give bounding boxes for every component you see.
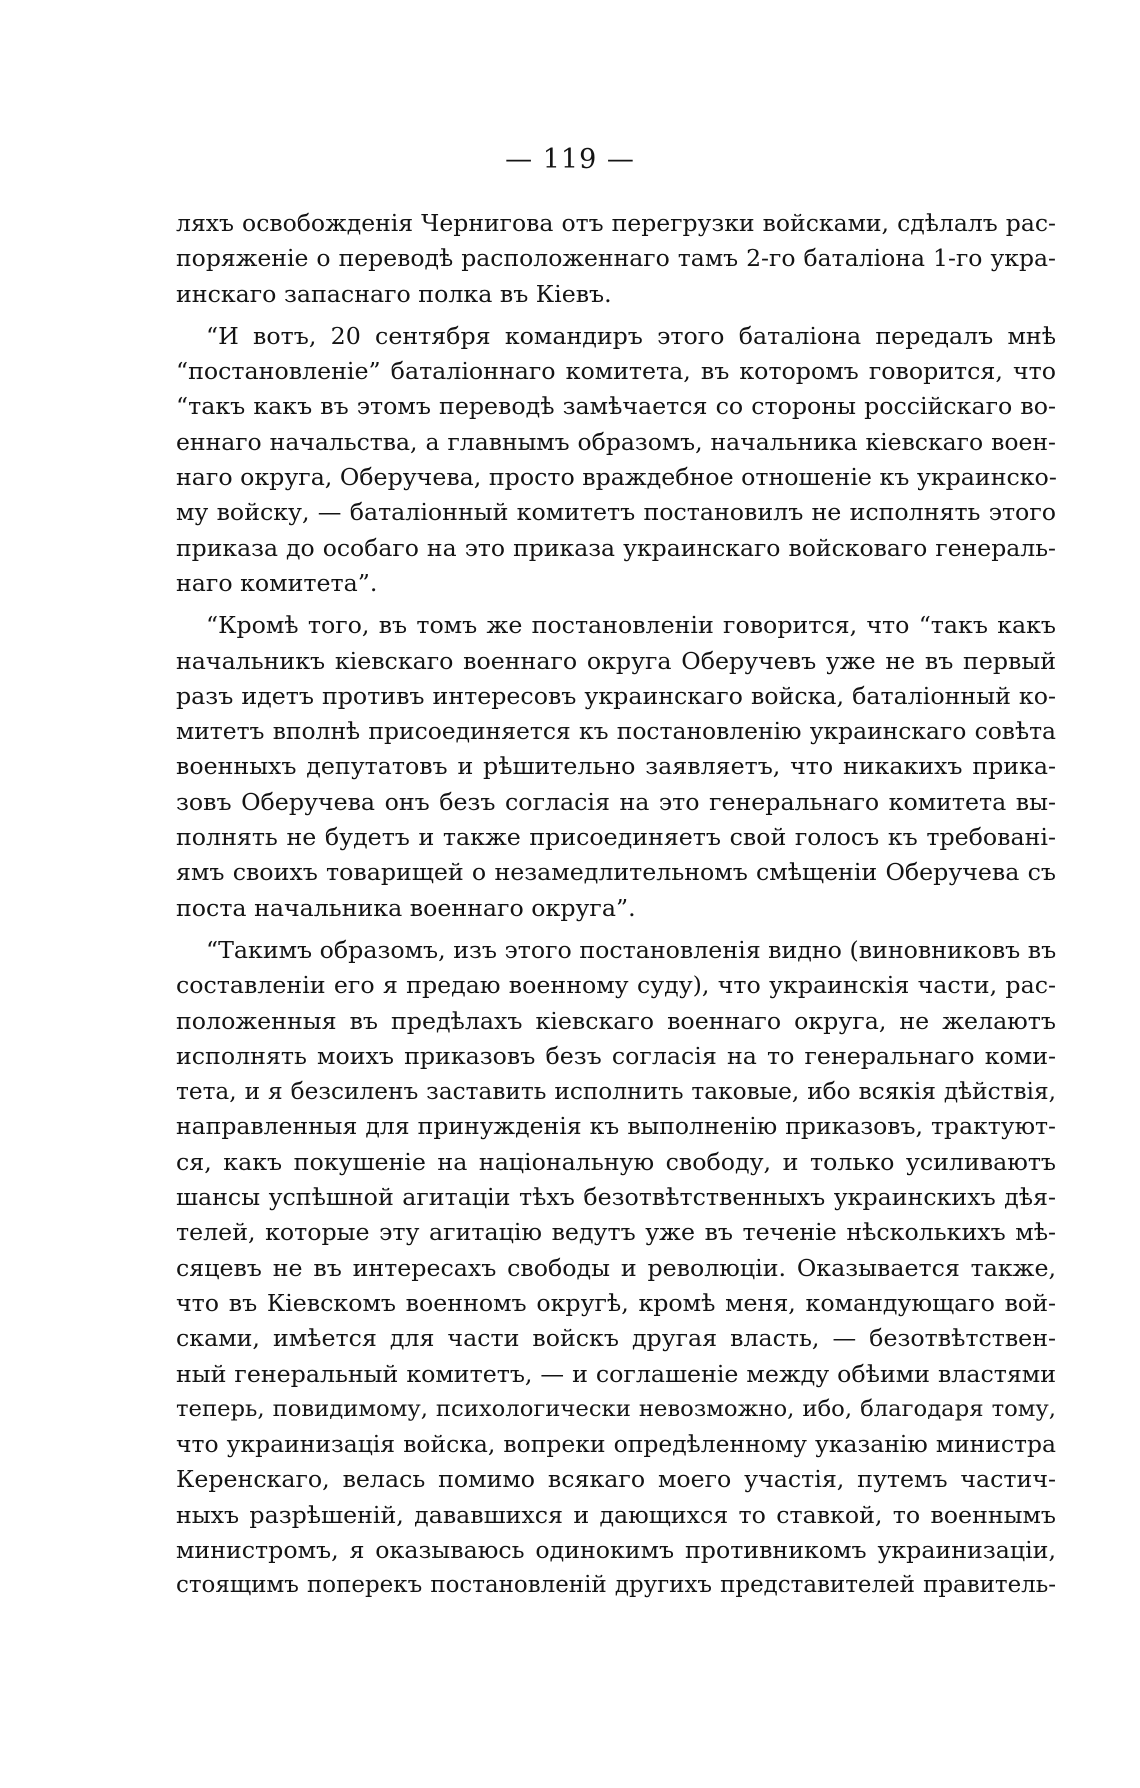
paragraph [176, 608, 1056, 926]
text-line: военныхъ депутатовъ и рѣшительно заявляетъ, что никакихъ прика- [176, 752, 1056, 781]
text-line: тета, и я безсиленъ заставить исполнить таковые, ибо всякія дѣйствія, [176, 1078, 1056, 1106]
text-line: ляхъ освобожденія Чернигова отъ перегрузки войсками, сдѣлалъ рас- [176, 209, 1056, 237]
paragraph [176, 206, 1056, 312]
text-line: что украинизація войска, вопреки опредѣленному указанію министра [176, 1430, 1056, 1459]
text-line: “постановленіе” баталіоннаго комитета, въ которомъ говорится, что [176, 357, 1056, 386]
text-line: сяцевъ не въ интересахъ свободы и революціи. Оказывается также, [176, 1253, 1056, 1282]
text-line: ямъ своихъ товарищей о незамедлительномъ смѣщеніи Оберучева съ [176, 858, 1056, 887]
text-line: министромъ, я оказываюсь одинокимъ противникомъ украинизаціи, [176, 1535, 1056, 1564]
text-line: положенныя въ предѣлахъ кіевскаго военнаго округа, не желаютъ [176, 1006, 1056, 1035]
text-line: стоящимъ поперекъ постановленій другихъ представителей правитель- [176, 1572, 1056, 1599]
text-line: “И вотъ, 20 сентября командиръ этого баталіона передалъ мнѣ [206, 321, 1056, 350]
text-line: сками, имѣется для части войскъ другая власть, — безотвѣтствен- [176, 1324, 1056, 1353]
text-line: телей, которые эту агитацію ведутъ уже въ теченіе нѣсколькихъ мѣ- [176, 1218, 1056, 1247]
text-line: направленныя для принужденія къ выполненію приказовъ, трактуют- [176, 1112, 1056, 1141]
text-line: Керенскаго, велась помимо всякаго моего участія, путемъ частич- [176, 1465, 1056, 1494]
text-line: шансы успѣшной агитаціи тѣхъ безотвѣтственныхъ украинскихъ дѣя- [176, 1183, 1056, 1212]
text-line: теперь, повидимому, психологически невозможно, ибо, благодаря тому, [176, 1395, 1056, 1422]
paragraph [176, 319, 1056, 601]
text-line: наго округа, Оберучева, просто враждебное отношеніе къ украинско- [176, 463, 1057, 492]
text-line: приказа до особаго на это приказа украинскаго войсковаго генераль- [176, 533, 1056, 562]
text-line: инскаго запаснаго полка въ Кіевъ. [176, 279, 612, 308]
text-line: ныхъ разрѣшеній, дававшихся и дающихся то ставкой, то военнымъ [176, 1500, 1056, 1529]
paragraph [176, 933, 1056, 1604]
text-line: “Такимъ образомъ, изъ этого постановленія видно (виновниковъ въ [206, 935, 1057, 964]
body-text [176, 206, 1056, 1604]
text-line: наго комитета”. [176, 568, 378, 597]
text-line: поста начальника военнаго округа”. [176, 893, 636, 922]
text-line: ный генеральный комитетъ, — и соглашеніе между обѣими властями [176, 1359, 1056, 1388]
text-line: разъ идетъ противъ интересовъ украинскаго войска, баталіонный ко- [176, 681, 1056, 710]
page-number: — 119 — [505, 144, 635, 175]
text-line: зовъ Оберучева онъ безъ согласія на это генеральнаго комитета вы- [176, 787, 1056, 816]
text-line: полнять не будетъ и также присоединяетъ свой голосъ къ требованi- [176, 823, 1056, 852]
text-line: ся, какъ покушеніе на національную свободу, и только усиливаютъ [176, 1147, 1056, 1176]
text-line: му войску, — баталіонный комитетъ постановилъ не исполнять этого [176, 498, 1056, 527]
text-line: “такъ какъ въ этомъ переводѣ замѣчается со стороны россійскаго во- [176, 392, 1056, 421]
text-line: что въ Кіевскомъ военномъ округѣ, кромѣ меня, командующаго вой- [176, 1288, 1056, 1317]
text-line: еннаго начальства, а главнымъ образомъ, начальника кіевскаго воен- [176, 427, 1056, 456]
text-line: поряженіе о переводѣ расположеннаго тамъ 2-го баталіона 1-го укра- [176, 244, 1056, 273]
text-line: начальникъ кіевскаго военнаго округа Оберучевъ уже не въ первый [176, 646, 1056, 675]
text-line: составленіи его я предаю военному суду), что украинскія части, рас- [176, 971, 1056, 1000]
text-line: “Кромѣ того, въ томъ же постановленіи говорится, что “такъ какъ [206, 611, 1056, 640]
text-line: исполнять моихъ приказовъ безъ согласія на то генеральнаго коми- [176, 1041, 1056, 1070]
text-line: митетъ вполнѣ присоединяется къ постановленію украинскаго совѣта [176, 717, 1056, 746]
